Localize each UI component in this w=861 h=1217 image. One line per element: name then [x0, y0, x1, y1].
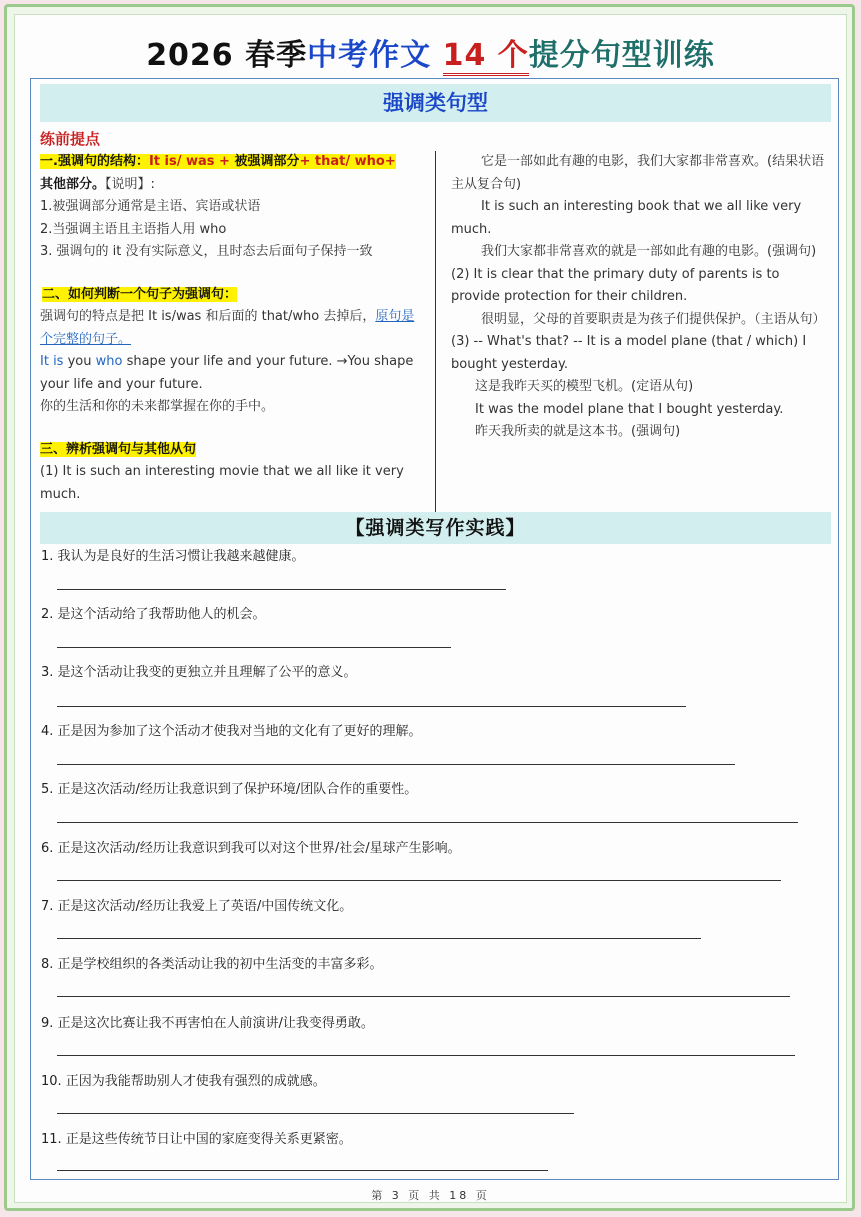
right-text-3: 我们大家都非常喜欢的就是一部如此有趣的电影。(强调句) [481, 244, 817, 259]
section-heading-emphasis: 强调类句型 [40, 84, 831, 122]
judge-text: 强调句的特点是把 It is/was 和后面的 that/who 去掉后，原句是个完整的句子。 [40, 309, 415, 347]
structure-heading: 一.强调句的结构：It is/ was + 被强调部分+ that/ who+ [40, 154, 396, 169]
answer-line-9[interactable] [57, 1055, 795, 1056]
compare-heading: 三、辨析强调句与其他从句 [40, 441, 197, 457]
answer-line-7[interactable] [57, 938, 701, 939]
title-count: 14 个 [443, 38, 529, 76]
judge-example: It is you who shape your life and your future. →You shape your life and your future. [40, 354, 414, 392]
practice-item-11: 11. 正是这些传统节日让中国的家庭变得关系更紧密。 [41, 1132, 352, 1147]
section-heading-practice: 【强调类写作实践】 [40, 512, 831, 544]
answer-line-1[interactable] [57, 589, 506, 590]
column-divider [435, 151, 436, 513]
answer-line-8[interactable] [57, 996, 790, 997]
practice-item-1: 1. 我认为是良好的生活习惯让我越来越健康。 [41, 549, 305, 564]
right-text-6: (3) -- What's that? -- It is a model plane (that / which) I bought yesterday. [451, 334, 807, 372]
warmup-heading: 练前提点 [40, 130, 101, 148]
answer-line-5[interactable] [57, 822, 798, 823]
note-3: 3. 强调句的 it 没有实际意义，且时态去后面句子保持一致 [40, 244, 373, 259]
answer-line-10[interactable] [57, 1113, 574, 1114]
practice-item-3: 3. 是这个活动让我变的更独立并且理解了公平的意义。 [41, 665, 357, 680]
judge-example-cn: 你的生活和你的未来都掌握在你的手中。 [40, 399, 275, 414]
practice-item-9: 9. 正是这次比赛让我不再害怕在人前演讲/让我变得勇敢。 [41, 1016, 374, 1031]
practice-item-4: 4. 正是因为参加了这个活动才使我对当地的文化有了更好的理解。 [41, 724, 422, 739]
note-1: 1.被强调部分通常是主语、宾语或状语 [40, 199, 261, 214]
answer-line-2[interactable] [57, 647, 451, 648]
right-text-5: 很明显，父母的首要职责是为孩子们提供保护。（主语从句） [481, 311, 826, 327]
answer-line-4[interactable] [57, 764, 735, 765]
page-title [0, 30, 861, 74]
right-column [451, 151, 831, 444]
title-subject: 中考作文 [307, 38, 432, 73]
practice-item-7: 7. 正是这次活动/经历让我爱上了英语/中国传统文化。 [41, 899, 353, 914]
right-text-2: It is such an interesting book that we all like very much. [451, 199, 802, 237]
answer-line-11[interactable] [57, 1170, 548, 1171]
practice-item-10: 10. 正因为我能帮助别人才使我有强烈的成就感。 [41, 1074, 326, 1089]
practice-item-5: 5. 正是这次活动/经历让我意识到了保护环境/团队合作的重要性。 [41, 782, 418, 797]
compare-example-1: (1) It is such an interesting movie that we all like it very much. [40, 464, 404, 502]
right-text-8: It was the model plane that I bought yesterday. [475, 401, 784, 417]
judge-heading: 二、如何判断一个句子为强调句： [42, 286, 238, 302]
structure-note: 其他部分。【说明】: [40, 176, 155, 192]
answer-line-6[interactable] [57, 880, 781, 881]
left-column [40, 127, 425, 506]
practice-item-2: 2. 是这个活动给了我帮助他人的机会。 [41, 607, 266, 622]
practice-item-6: 6. 正是这次活动/经历让我意识到我可以对这个世界/社会/星球产生影响。 [41, 841, 461, 856]
note-2: 2.当强调主语且主语指人用 who [40, 221, 227, 237]
title-year: 2026 春季 [146, 38, 308, 73]
right-text-7: 这是我昨天买的模型飞机。(定语从句) [475, 379, 694, 394]
right-text-9: 昨天我所卖的就是这本书。(强调句) [475, 424, 681, 439]
right-text-1: 它是一部如此有趣的电影，我们大家都非常喜欢。(结果状语主从复合句) [451, 154, 825, 192]
answer-line-3[interactable] [57, 706, 686, 707]
practice-item-8: 8. 正是学校组织的各类活动让我的初中生活变的丰富多彩。 [41, 957, 383, 972]
right-text-4: (2) It is clear that the primary duty of parents is to provide protection for their children. [451, 266, 780, 304]
title-topic: 提分句型训练 [528, 38, 715, 73]
page-number: 第 3 页 共 18 页 [371, 1189, 490, 1202]
